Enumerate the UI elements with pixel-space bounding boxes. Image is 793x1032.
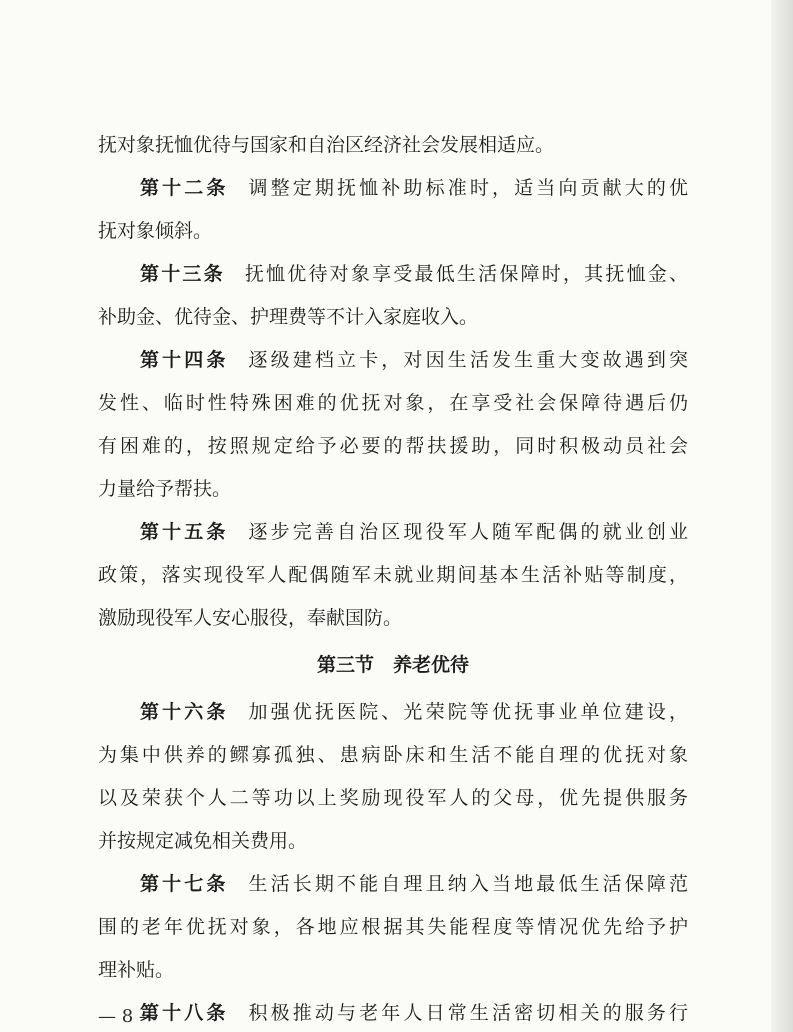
line-text: 加强优抚医院、光荣院等优抚事业单位建设，: [248, 701, 688, 723]
line-text: 激励现役军人安心服役，奉献国防。: [98, 607, 403, 629]
article-15: [98, 515, 688, 549]
text-line: [98, 601, 688, 635]
text-line: [98, 429, 688, 463]
line-text: 抚恤优待对象享受最低生活保障时，其抚恤金、: [244, 263, 688, 285]
text-line: [98, 300, 688, 334]
text-line: [98, 824, 688, 858]
line-text: 补助金、优待金、护理费等不计入家庭收入。: [98, 306, 479, 328]
line-text: 围的老年优抚对象，各地应根据其失能程度等情况优先给予护: [98, 916, 688, 938]
article-number: 第十三条: [140, 263, 225, 285]
article-number: 第十五条: [140, 521, 229, 543]
article-number: 第十八条: [140, 1002, 229, 1024]
article-17: [98, 867, 688, 901]
article-12: [98, 171, 688, 205]
line-text: 调整定期抚恤补助标准时，适当向贡献大的优: [248, 177, 688, 199]
article-number: 第十四条: [140, 349, 229, 371]
line-text: 积极推动与老年人日常生活密切相关的服务行: [248, 1002, 688, 1024]
article-number: 第十六条: [140, 701, 229, 723]
text-line: [98, 738, 688, 772]
line-text: 逐级建档立卡，对因生活发生重大变故遇到突: [248, 349, 688, 371]
line-text: 为集中供养的鳏寡孤独、患病卧床和生活不能自理的优抚对象: [98, 744, 688, 766]
section-heading: 第三节 养老优待: [316, 654, 469, 676]
text-line: [98, 781, 688, 815]
scan-edge-shadow: [771, 0, 793, 1032]
article-number: 第十七条: [140, 873, 229, 895]
line-text: 力量给予帮扶。: [98, 478, 232, 500]
page-number: — 8 —: [98, 1006, 157, 1027]
text-line: [98, 386, 688, 420]
article-18: [98, 996, 688, 1030]
text-line: [98, 953, 688, 987]
line-text: 并按规定减免相关费用。: [98, 830, 308, 852]
text-line: [98, 128, 688, 162]
line-text: 政策，落实现役军人配偶随军未就业期间基本生活补贴等制度，: [98, 564, 688, 586]
text-line: [98, 558, 688, 592]
line-text: 发性、临时性特殊困难的优抚对象，在享受社会保障待遇后仍: [98, 392, 688, 414]
line-text: 逐步完善自治区现役军人随军配偶的就业创业: [248, 521, 688, 543]
text-line: [98, 472, 688, 506]
text-line: [98, 214, 688, 248]
line-text: 理补贴。: [98, 959, 175, 981]
line-text: 抚对象倾斜。: [98, 220, 213, 242]
article-14: [98, 343, 688, 377]
article-13: [98, 257, 688, 291]
article-16: [98, 695, 688, 729]
line-text: 生活长期不能自理且纳入当地最低生活保障范: [248, 873, 688, 895]
line-text: 以及荣获个人二等功以上奖励现役军人的父母，优先提供服务: [98, 787, 688, 809]
text-line: [98, 910, 688, 944]
line-text: 有困难的，按照规定给予必要的帮扶援助，同时积极动员社会: [98, 435, 688, 457]
line-text: 抚对象抚恤优待与国家和自治区经济社会发展相适应。: [98, 134, 555, 156]
article-number: 第十二条: [140, 177, 229, 199]
